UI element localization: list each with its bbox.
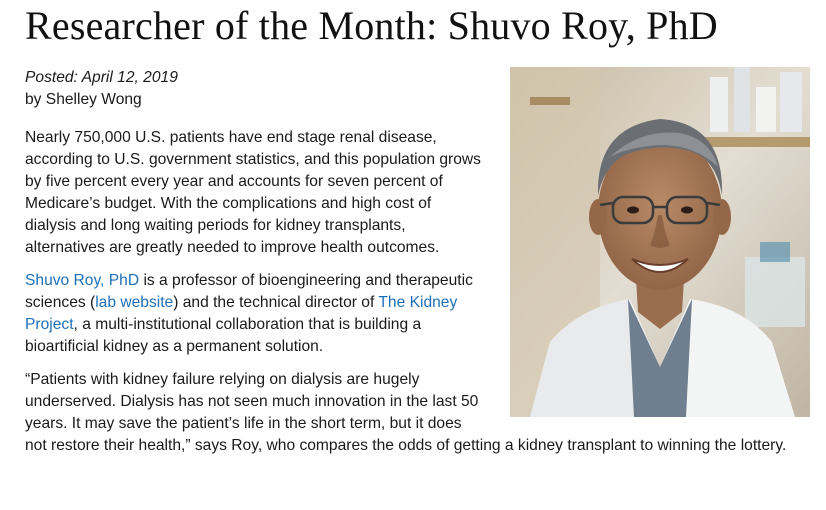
paragraph-2-text-b: ) and the technical director of bbox=[173, 294, 379, 311]
lab-website-link[interactable]: lab website bbox=[95, 294, 174, 311]
paragraph-2-text-a: is a professor of bioengineering and therapeutic sciences ( bbox=[25, 272, 473, 311]
paragraph-2-text-c: , a multi-institutional collaboration that is building a bioartificial kidney as a permanent solution. bbox=[25, 316, 422, 355]
researcher-photo bbox=[510, 67, 810, 417]
article-body bbox=[25, 67, 810, 457]
paragraph-3: “Patients with kidney failure relying on dialysis are hugely underserved. Dialysis has not seen much innovation in the last 50 years. It may save the patient’s life in the short term, but it does not restore their health,” says Roy, who compares the odds of getting a kidney transplant to winning the lottery. bbox=[25, 371, 787, 454]
article-title: Researcher of the Month: Shuvo Roy, PhD bbox=[25, 3, 718, 48]
researcher-name-link[interactable]: Shuvo Roy, PhD bbox=[25, 272, 140, 289]
posted-date: Posted: April 12, 2019 bbox=[25, 69, 178, 86]
byline: by Shelley Wong bbox=[25, 91, 142, 108]
kidney-project-link[interactable]: The Kidney Project bbox=[25, 294, 458, 333]
paragraph-1: Nearly 750,000 U.S. patients have end stage renal disease, according to U.S. government statistics, and this population grows by five percent every year and accounts for seven percent of Medicare’s budget. With the complications and high cost of dialysis and long waiting periods for kidney transplants, alternatives are greatly needed to improve health outcomes. bbox=[25, 129, 481, 256]
